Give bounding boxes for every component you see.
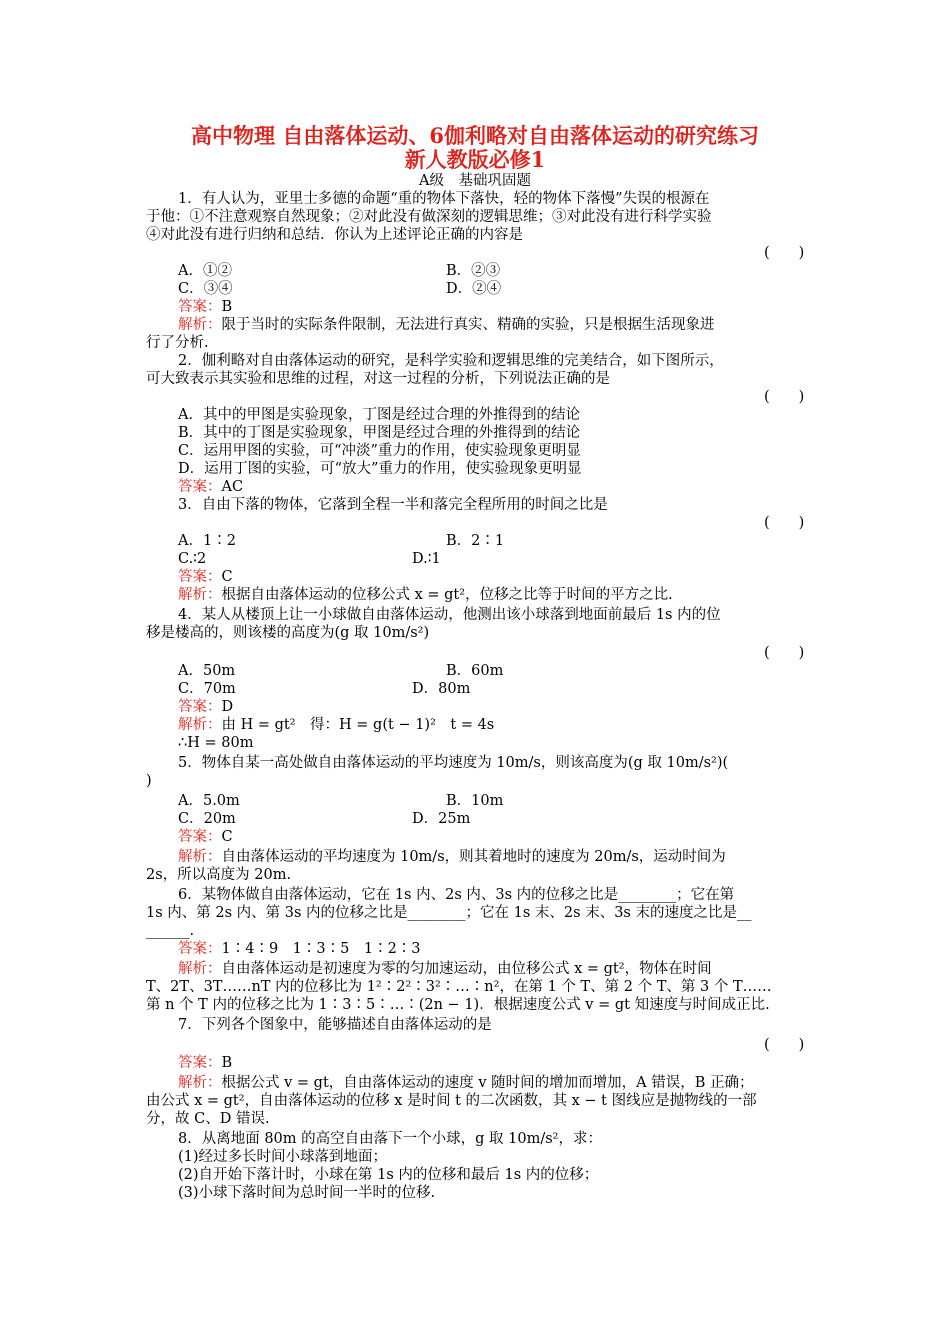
q8-subquestion-2: (2)自开始下落计时，小球在第 1s 内的位移和最后 1s 内的位移； (178, 1167, 599, 1183)
q6-analysis-line3: 第 n 个 T 内的位移之比为 1∶3∶5∶…∶(2n − 1)．根据速度公式 v = gt 知速度与时间成正比. (146, 997, 770, 1013)
q7-answer-value: B (221, 1055, 233, 1071)
q4-line1: 4．某人从楼顶上让一小球做自由落体运动，他测出该小球落到地面前最后 1s 内的位 (178, 607, 721, 623)
q6-analysis-text1: 自由落体运动是初速度为零的匀加速运动，由位移公式 x = gt²，物体在时间 (221, 961, 712, 977)
analysis-label: 解析： (178, 849, 222, 865)
q7-answer-paren: ( ) (764, 1037, 805, 1053)
q7-analysis-line1 (178, 1074, 808, 1092)
q6-analysis-line2: T、2T、3T……nT 内的位移比为 1²∶2²∶3²∶…∶n²，在第 1 个 T、第 2 个 T、第 3 个 T…… (146, 979, 772, 995)
q3-analysis (178, 586, 808, 604)
q5-line2: ) (146, 773, 152, 789)
document-title-line1: 高中物理 自由落体运动、6伽利略对自由落体运动的研究练习 (191, 123, 759, 148)
q5-analysis-text1: 自由落体运动的平均速度为 10m/s，则其着地时的速度为 20m/s，运动时间为 (221, 849, 726, 865)
q2-answer-paren: ( ) (764, 389, 805, 405)
q2-line2: 可大致表示其实验和思维的过程，对这一过程的分析，下列说法正确的是 (146, 371, 610, 387)
q1-line2: 于他：①不注意观察自然现象；②对此没有做深刻的逻辑思维；③对此没有进行科学实验 (146, 209, 712, 225)
q4-analysis (178, 716, 808, 734)
q1-analysis-line1 (178, 316, 808, 334)
q2-answer-value: AC (221, 479, 244, 495)
q4-option-b: B．60m (446, 663, 504, 679)
answer-label: 答案： (178, 299, 222, 315)
q1-option-d: D．②④ (446, 281, 502, 297)
q4-answer-value: D (221, 699, 234, 715)
q1-line3: ④对此没有进行归纳和总结．你认为上述评论正确的内容是 (146, 227, 523, 243)
q3-answer-value: C (221, 569, 233, 585)
q4-answer (178, 698, 808, 716)
q4-analysis-line2: ∴H = 80m (178, 735, 254, 751)
q1-option-b: B．②③ (446, 263, 501, 279)
answer-label: 答案： (178, 569, 222, 585)
q4-option-d: D．80m (412, 681, 471, 697)
q5-answer-value: C (221, 829, 233, 845)
q2-option-b: B．其中的丁图是实验现象，甲图是经过合理的外推得到的结论 (178, 425, 581, 441)
q4-answer-paren: ( ) (764, 645, 805, 661)
q7-analysis-text1: 根据公式 v = gt，自由落体运动的速度 v 随时间的增加而增加，A 错误，B 正确； (221, 1075, 754, 1091)
q3-analysis-text: 根据自由落体运动的位移公式 x = gt²，位移之比等于时间的平方之比. (221, 587, 673, 603)
answer-label: 答案： (178, 479, 222, 495)
q7-line1: 7．下列各个图象中，能够描述自由落体运动的是 (178, 1017, 492, 1033)
q5-line1: 5．物体自某一高处做自由落体运动的平均速度为 10m/s，则该高度为(g 取 10m/s²)( (178, 755, 729, 771)
analysis-label: 解析： (178, 587, 222, 603)
answer-label: 答案： (178, 829, 222, 845)
q6-line3: ______. (146, 923, 195, 939)
q2-option-a: A．其中的甲图是实验现象，丁图是经过合理的外推得到的结论 (178, 407, 580, 423)
q6-line2: 1s 内、第 2s 内、第 3s 内的位移之比是________；它在 1s 末、2s 末、3s 末的速度之比是__ (146, 905, 752, 921)
q1-answer-value: B (221, 299, 233, 315)
q1-analysis-line2: 行了分析. (146, 335, 209, 351)
q6-answer-value: 1∶4∶9 1∶3∶5 1∶2∶3 (221, 941, 421, 957)
q2-option-c: C．运用甲图的实验，可“冲淡”重力的作用，使实验现象更明显 (178, 443, 581, 459)
q7-analysis-line2: 由公式 x = gt²，自由落体运动的位移 x 是时间 t 的二次函数，其 x − t 图线应是抛物线的一部 (146, 1093, 757, 1109)
answer-label: 答案： (178, 1055, 222, 1071)
q8-subquestion-3: (3)小球下落时间为总时间一半时的位移. (178, 1185, 436, 1201)
q6-analysis-line1 (178, 960, 808, 978)
q2-line1: 2．伽利略对自由落体运动的研究，是科学实验和逻辑思维的完美结合，如下图所示， (178, 353, 724, 369)
q8-subquestion-1: (1)经过多长时间小球落到地面； (178, 1149, 388, 1165)
q8-line1: 8．从离地面 80m 的高空自由落下一个小球，g 取 10m/s²，求： (178, 1131, 602, 1147)
q3-line1: 3．自由下落的物体，它落到全程一半和落完全程所用的时间之比是 (178, 497, 608, 513)
analysis-label: 解析： (178, 1075, 222, 1091)
q4-line2: 移是楼高的，则该楼的高度为(g 取 10m/s²) (146, 625, 430, 641)
answer-label: 答案： (178, 941, 222, 957)
q4-option-a: A．50m (178, 663, 236, 679)
q1-option-c: C．③④ (178, 281, 233, 297)
q3-answer-paren: ( ) (764, 515, 805, 531)
q4-analysis-text: 由 H = gt² 得：H = g(t − 1)² t = 4s (221, 717, 495, 733)
q1-analysis-text1: 限于当时的实际条件限制，无法进行真实、精确的实验，只是根据生活现象进 (221, 317, 715, 333)
q1-answer-paren: ( ) (764, 245, 805, 261)
section-heading: A级 基础巩固题 (419, 173, 531, 189)
q3-answer (178, 568, 808, 586)
q5-option-c: C．20m (178, 811, 236, 827)
q2-option-d: D．运用丁图的实验，可“放大”重力的作用，使实验现象更明显 (178, 461, 582, 477)
answer-label: 答案： (178, 699, 222, 715)
q6-line1: 6．某物体做自由落体运动，它在 1s 内、2s 内、3s 内的位移之比是________；它在第 (178, 887, 735, 903)
q5-analysis-line1 (178, 848, 808, 866)
q5-option-b: B．10m (446, 793, 504, 809)
q1-line1: 1．有人认为，亚里士多德的命题“重的物体下落快，轻的物体下落慢”失误的根源在 (178, 191, 710, 207)
q7-analysis-line3: 分，故 C、D 错误. (146, 1111, 270, 1127)
q3-option-a: A．1∶2 (178, 533, 236, 549)
analysis-label: 解析： (178, 317, 222, 333)
analysis-label: 解析： (178, 717, 222, 733)
q1-option-a: A．①② (178, 263, 232, 279)
q6-answer (178, 940, 808, 958)
q5-option-d: D．25m (412, 811, 471, 827)
document-title-line2: 新人教版必修1 (404, 147, 546, 172)
q2-answer (178, 478, 808, 496)
q5-answer (178, 828, 808, 846)
analysis-label: 解析： (178, 961, 222, 977)
q1-answer (178, 298, 808, 316)
q5-analysis-line2: 2s，所以高度为 20m. (146, 867, 292, 883)
q3-option-b: B．2∶1 (446, 533, 505, 549)
q5-option-a: A．5.0m (178, 793, 240, 809)
q7-answer (178, 1054, 808, 1072)
q4-option-c: C．70m (178, 681, 236, 697)
q3-option-c: C.∶2 (178, 551, 207, 567)
q3-option-d: D.∶1 (412, 551, 441, 567)
